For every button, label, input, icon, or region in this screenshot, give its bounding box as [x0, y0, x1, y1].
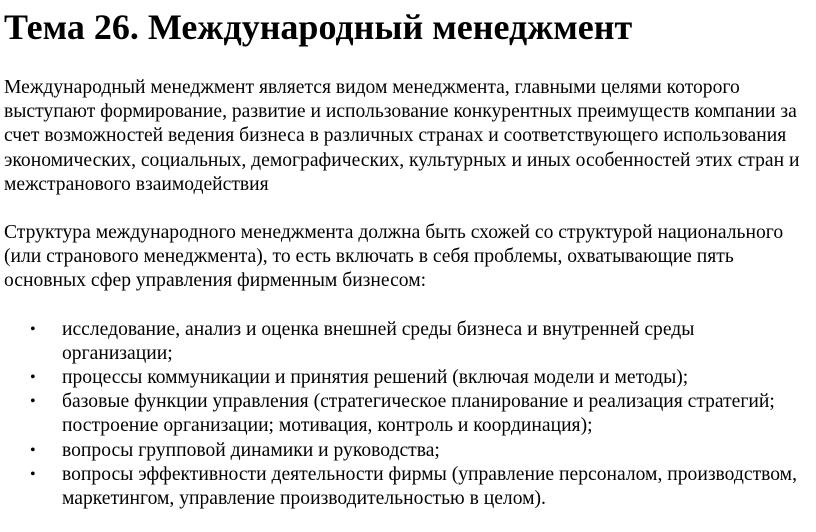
list-item — [4, 366, 804, 390]
bullet-icon: • — [30, 320, 36, 338]
bullet-icon: • — [30, 465, 36, 483]
list-item-text: процессы коммуникации и принятия решений (включая модели и методы); — [62, 367, 689, 389]
list-item-text: исследование, анализ и оценка внешней среды бизнеса и внутренней среды организации; — [62, 318, 695, 364]
bullet-icon: • — [30, 393, 36, 411]
slide-title: Тема 26. Международный менеджмент — [4, 7, 633, 47]
list-item-text: вопросы эффективности деятельности фирмы (управление персоналом, производством, маркетингом, управление производительностью в целом). — [62, 463, 797, 510]
list-item — [4, 318, 804, 366]
list-item — [4, 390, 804, 438]
list-item-text: базовые функции управления (стратегическое планирование и реализация стратегий; построение организации; мотивация, контроль и координация); — [62, 391, 775, 437]
bullet-list — [4, 318, 804, 512]
list-item-text: вопросы групповой динамики и руководства; — [62, 439, 440, 461]
bullet-icon: • — [30, 441, 36, 459]
bullet-icon: • — [30, 369, 36, 387]
list-item — [4, 463, 804, 511]
list-item — [4, 439, 804, 463]
structure-paragraph: Структура международного менеджмента должна быть схожей со структурой национального (или странового менеджмента), то есть включать в себя проблемы, охватывающие пять основных сфер управления фирменным бизнесом: — [4, 222, 784, 292]
intro-paragraph: Международный менеджмент является видом менеджмента, главными целями которого выступают формирование, развитие и использование конкурентных преимуществ компании за счет возможностей ведения бизнеса в различных странах и соответствующего использования экономических, социальных, демографических, культурных и иных особенностей этих стран и межстранового взаимодействия — [4, 77, 800, 195]
